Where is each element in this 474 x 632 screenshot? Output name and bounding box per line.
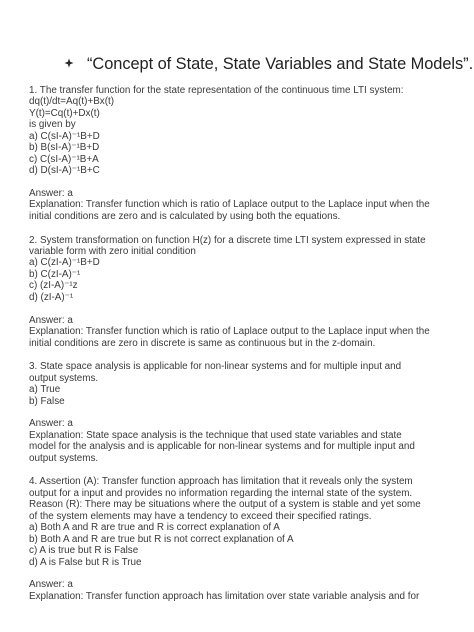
question-3 [29,361,461,407]
question-line: output for a input and provides no information regarding the internal state of the system. [29,487,413,499]
question-line: 1. The transfer function for the state representation of the continuous time LTI system: [29,85,404,96]
option-a: a) C(sI-A)⁻¹B+D [29,130,100,142]
option-d: d) (zI-A)⁻¹ [29,291,74,303]
option-b: b) False [29,395,65,407]
explanation-line: Explanation: Transfer function which is ratio of Laplace output to the Laplace input when the [29,199,430,211]
explanation-line: initial conditions are zero in discrete is same as continuous but in the z-domain. [29,337,376,349]
question-4 [29,476,461,568]
option-c: c) (zI-A)⁻¹z [29,280,78,292]
answer-2 [29,315,461,349]
document-body [29,85,461,602]
option-b: b) Both A and R are true but R is not correct explanation of A [29,533,294,545]
question-line: 4. Assertion (A): Transfer function approach has limitation that it reveals only the system [29,476,413,488]
option-c: c) C(sI-A)⁻¹B+A [29,153,99,165]
explanation-line: model for the analysis and is applicable for non-linear systems and for multiple input and [29,441,415,453]
answer-text: Answer: a [29,418,73,430]
explanation-line: Explanation: Transfer function which is ratio of Laplace output to the Laplace input when the [29,326,430,338]
heading-row [64,55,474,74]
question-line: of the system elements may have a tendency to exceed their specified ratings. [29,510,372,522]
question-line: dq(t)/dt=Aq(t)+Bx(t) [29,96,115,108]
option-b: b) C(zI-A)⁻¹ [29,268,81,280]
option-a: a) Both A and R are true and R is correct explanation of A [29,522,280,534]
question-line: Reason (R): There may be situations where the output of a system is stable and yet some [29,499,421,511]
option-a: a) C(zI-A)⁻¹B+D [29,257,100,269]
answer-text: Answer: a [29,579,73,591]
diamond-bullet-icon [64,58,74,70]
option-d: d) A is False but R is True [29,556,142,568]
answer-3 [29,418,461,464]
question-line: 3. State space analysis is applicable for non-linear systems and for multiple input and [29,361,402,373]
answer-text: Answer: a [29,188,73,200]
explanation-line: output systems. [29,452,99,464]
question-line: 2. System transformation on function H(z) for a discrete time LTI system expressed in state [29,234,426,246]
explanation-line: Explanation: Transfer function approach has limitation over state variable analysis and for [29,590,420,602]
question-line: Y(t)=Cq(t)+Dx(t) [29,107,100,119]
question-1 [29,85,461,177]
answer-text: Answer: a [29,314,73,326]
answer-1 [29,188,461,222]
question-line: output systems. [29,372,99,384]
option-b: b) B(sI-A)⁻¹B+D [29,142,100,154]
question-2 [29,235,461,304]
page-title: “Concept of State, State Variables and State Models”. [87,55,474,73]
question-line: is given by [29,119,76,131]
explanation-line: Explanation: State space analysis is the technique that used state variables and state [29,429,402,441]
option-c: c) A is true but R is False [29,545,139,557]
question-line: variable form with zero initial condition [29,246,196,258]
answer-4 [29,579,461,602]
option-a: a) True [29,384,61,396]
option-d: d) D(sI-A)⁻¹B+C [29,165,100,177]
explanation-line: initial conditions are zero and is calculated by using both the equations. [29,210,341,222]
